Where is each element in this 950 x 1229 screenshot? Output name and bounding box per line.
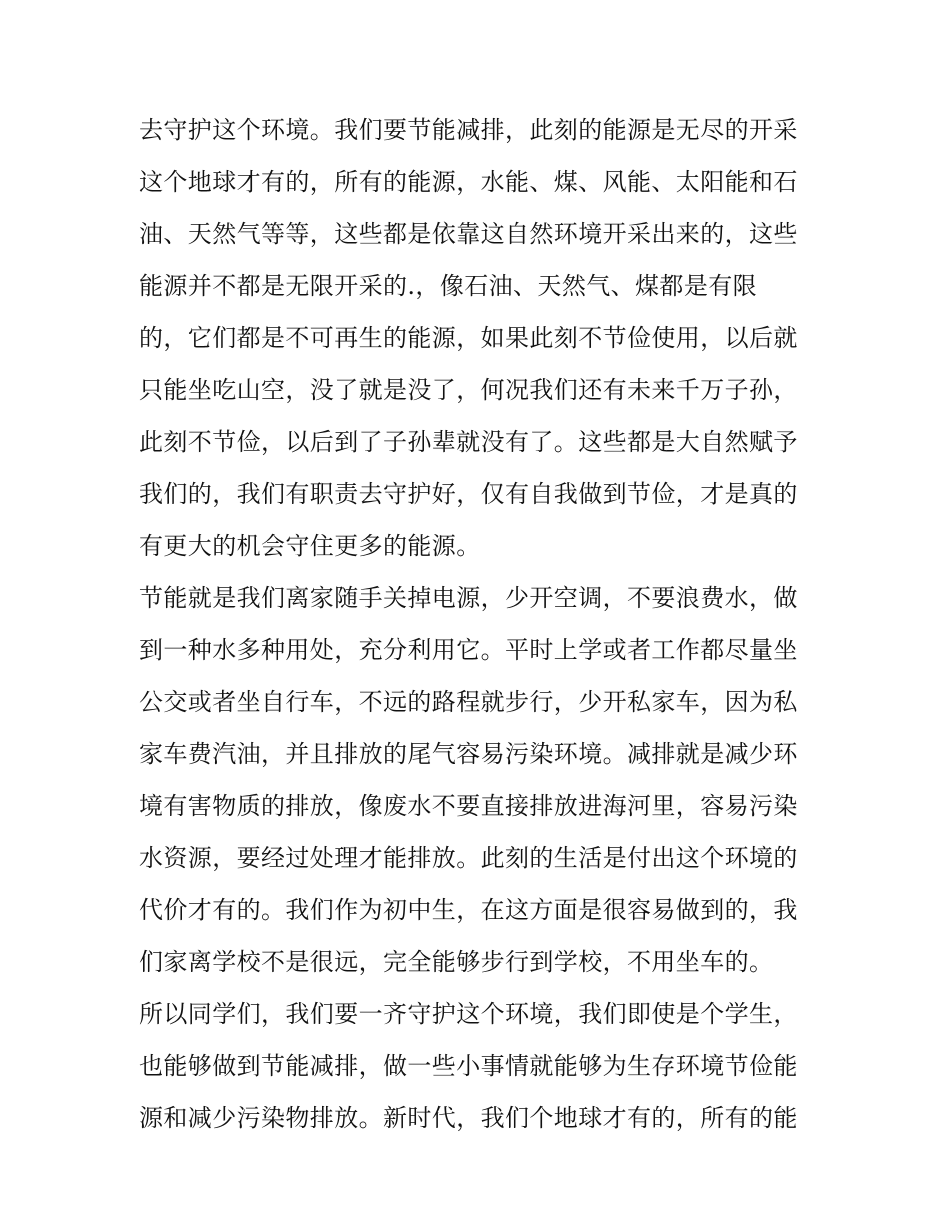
text-line: 我们的，我们有职责去守护好，仅有自我做到节俭，才是真的 <box>139 480 798 508</box>
text-line: 只能坐吃山空，没了就是没了，何况我们还有未来千万子孙， <box>139 376 798 404</box>
text-line: 的，它们都是不可再生的能源，如果此刻不节俭使用，以后就 <box>139 324 798 352</box>
text-line: 也能够做到节能减排，做一些小事情就能够为生存环境节俭能 <box>139 1052 798 1080</box>
text-line: 境有害物质的排放，像废水不要直接排放进海河里，容易污染 <box>139 792 798 820</box>
text-line: 代价才有的。我们作为初中生，在这方面是很容易做到的，我 <box>139 896 798 924</box>
text-line: 有更大的机会守住更多的能源。 <box>139 532 481 560</box>
text-line: 这个地球才有的，所有的能源，水能、煤、风能、太阳能和石 <box>139 168 798 196</box>
text-line: 源和减少污染物排放。新时代，我们个地球才有的，所有的能 <box>139 1104 798 1132</box>
document-body <box>139 104 819 1144</box>
text-line: 此刻不节俭，以后到了子孙辈就没有了。这些都是大自然赋予 <box>139 428 798 456</box>
text-line: 公交或者坐自行车，不远的路程就步行，少开私家车，因为私 <box>139 688 798 716</box>
text-line: 节能就是我们离家随手关掉电源，少开空调，不要浪费水，做 <box>139 584 798 612</box>
text-line: 水资源，要经过处理才能排放。此刻的生活是付出这个环境的 <box>139 844 798 872</box>
text-line: 们家离学校不是很远，完全能够步行到学校，不用坐车的。 <box>139 948 774 976</box>
text-line: 所以同学们，我们要一齐守护这个环境，我们即使是个学生， <box>139 1000 798 1028</box>
text-line: 去守护这个环境。我们要节能减排，此刻的能源是无尽的开采 <box>139 116 798 144</box>
text-line: 能源并不都是无限开采的.，像石油、天然气、煤都是有限 <box>139 272 758 300</box>
text-line: 家车费汽油，并且排放的尾气容易污染环境。减排就是减少环 <box>139 740 798 768</box>
text-line: 油、天然气等等，这些都是依靠这自然环境开采出来的，这些 <box>139 220 798 248</box>
text-line: 到一种水多种用处，充分利用它。平时上学或者工作都尽量坐 <box>139 636 798 664</box>
